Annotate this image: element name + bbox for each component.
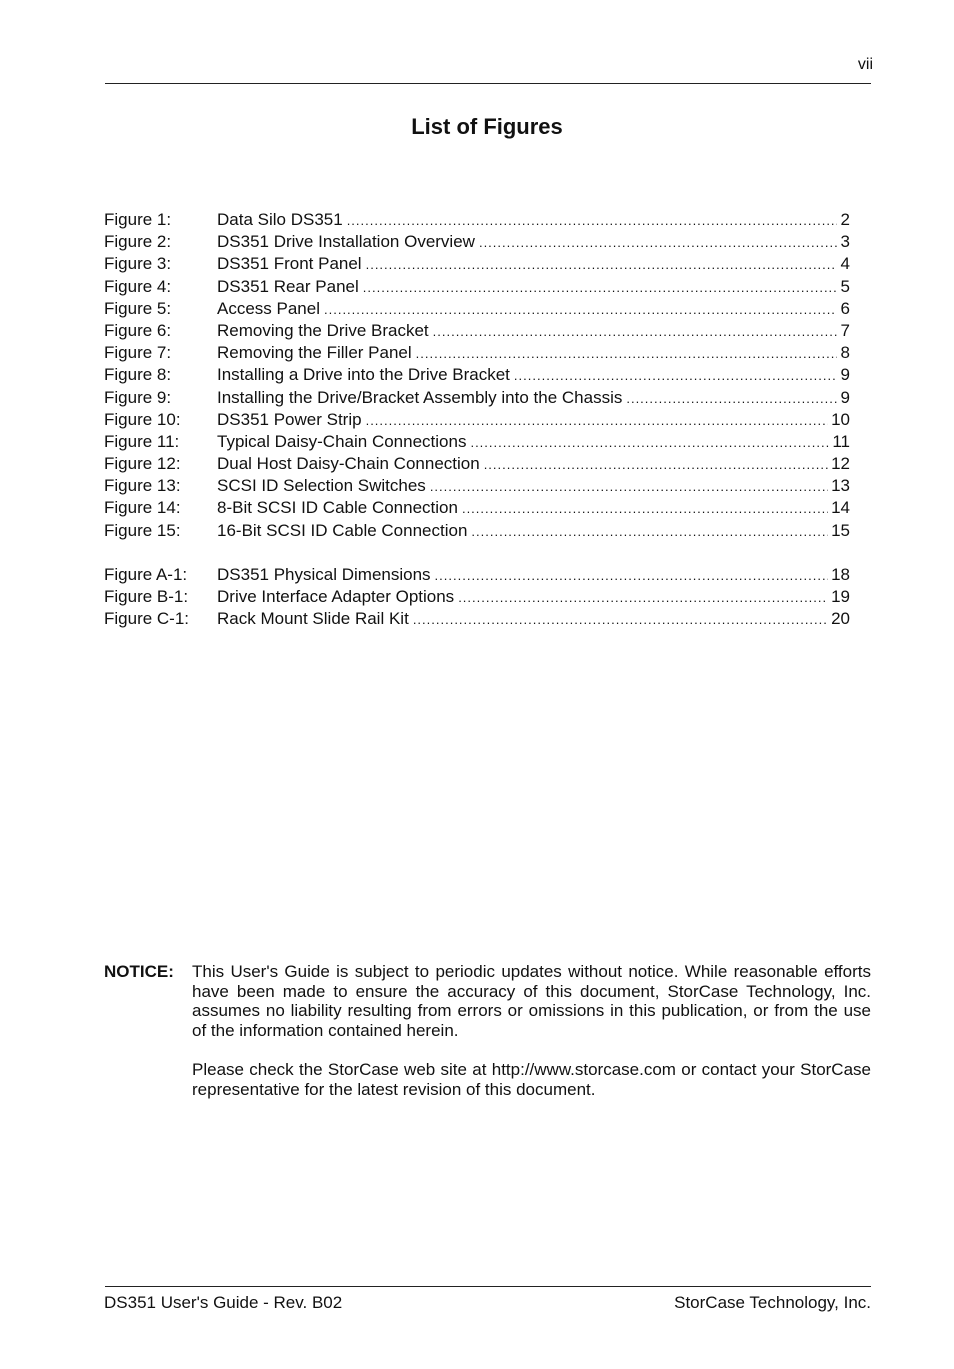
dot-leader [416,343,837,365]
dot-leader [433,321,837,343]
figure-title: Typical Daisy-Chain Connections [217,431,467,451]
dot-leader [462,498,828,520]
figure-entry [104,520,850,542]
figure-label: Figure 4: [104,276,172,296]
dot-leader [430,476,828,498]
figure-title: DS351 Physical Dimensions [217,564,431,584]
figure-entry [104,320,850,342]
dot-leader [366,254,837,276]
header-rule [105,83,871,84]
figure-title: Removing the Filler Panel [217,343,412,363]
figure-page-number: 13 [831,476,850,496]
dot-leader [514,365,837,387]
notice-block [104,962,871,1119]
figure-label: Figure 1: [104,210,172,229]
figure-entry [104,364,850,386]
figure-page-number: 11 [832,431,850,451]
figure-page-number: 12 [831,454,850,474]
figure-title: DS351 Rear Panel [217,276,359,296]
figure-title: Data Silo DS351 [217,210,343,229]
figure-label: Figure 7: [104,343,172,363]
figure-page-number: 18 [831,564,850,584]
figure-entry [104,387,850,409]
figure-title: Removing the Drive Bracket [217,320,429,340]
figure-entry [104,253,850,275]
figure-title: SCSI ID Selection Switches [217,476,426,496]
figure-entry [104,342,850,364]
figure-title: DS351 Front Panel [217,254,362,274]
figure-page-number: 14 [831,498,850,518]
notice-paragraph: This User's Guide is subject to periodic updates without notice. While reasonable efforts have been made to ensure the accuracy of this document, StorCase Technology, Inc. assumes no liability resulting from errors or omissions in this publication, or from the use of the information contained herein. [192,962,871,1040]
figure-title: DS351 Drive Installation Overview [217,232,475,252]
footer-rule [105,1286,871,1287]
figure-title: Installing the Drive/Bracket Assembly into the Chassis [217,387,623,407]
figure-entry [104,497,850,519]
figure-page-number: 15 [831,520,850,540]
footer-document-title: DS351 User's Guide - Rev. B02 [104,1293,343,1312]
notice-paragraph: Please check the StorCase web site at http://www.storcase.com or contact your StorCase representative for the latest revision of this document. [192,1059,871,1099]
figure-page-number: 6 [840,298,850,318]
dot-leader [435,565,829,587]
figure-title: 8-Bit SCSI ID Cable Connection [217,498,458,518]
figure-label: Figure 14: [104,498,181,518]
figure-title: Dual Host Daisy-Chain Connection [217,454,480,474]
dot-leader [363,277,837,299]
page-number: vii [857,56,873,73]
dot-leader [470,432,829,454]
figure-entry [104,209,850,231]
figure-page-number: 5 [840,276,850,296]
figure-page-number: 10 [831,409,850,429]
dot-leader [324,299,837,321]
figure-page-number: 2 [840,210,850,229]
figure-label: Figure 9: [104,387,172,407]
figure-label: Figure 8: [104,365,172,385]
figure-entry [104,431,850,453]
figure-label: Figure 11: [104,431,180,451]
figure-label: Figure 6: [104,320,172,340]
figure-entry [104,608,850,630]
figure-entry [104,586,850,608]
figure-entry [104,298,850,320]
figure-label: Figure C-1: [104,609,190,629]
figure-label: Figure 2: [104,232,172,252]
dot-leader [366,410,829,432]
figure-page-number: 20 [831,609,850,629]
figure-label: Figure 15: [104,520,181,540]
figure-title: DS351 Power Strip [217,409,362,429]
figure-label: Figure 10: [104,409,181,429]
figure-label: Figure B-1: [104,587,189,606]
figure-page-number: 4 [840,254,850,274]
dot-leader [626,388,837,410]
figure-title: Drive Interface Adapter Options [217,587,455,606]
figure-label: Figure 13: [104,476,181,496]
list-of-figures [104,209,850,630]
figure-page-number: 9 [840,365,850,385]
dot-leader [471,521,828,543]
figure-page-number: 19 [831,587,850,606]
dot-leader [458,587,828,609]
dot-leader [479,232,837,254]
figure-entry [104,231,850,253]
figure-entry [104,564,850,586]
figure-page-number: 8 [840,343,850,363]
figure-entry [104,453,850,475]
dot-leader [413,609,828,631]
figure-entry [104,276,850,298]
dot-leader [484,454,828,476]
page-title: List of Figures [411,114,563,139]
figure-title: Access Panel [217,298,320,318]
figure-label: Figure 12: [104,454,181,474]
figure-entry [104,409,850,431]
figure-title: Rack Mount Slide Rail Kit [217,609,409,629]
figure-label: Figure 5: [104,298,172,318]
footer-company-name: StorCase Technology, Inc. [674,1293,871,1312]
figure-title: 16-Bit SCSI ID Cable Connection [217,520,468,540]
notice-label: NOTICE: [104,962,174,981]
figure-page-number: 3 [840,232,850,252]
figure-page-number: 9 [840,387,850,407]
figure-page-number: 7 [840,320,850,340]
figure-entry [104,475,850,497]
figure-label: Figure 3: [104,254,172,274]
dot-leader [347,210,837,232]
figure-label: Figure A-1: [104,564,188,584]
figure-title: Installing a Drive into the Drive Bracket [217,365,510,385]
notice-body [192,962,871,1099]
